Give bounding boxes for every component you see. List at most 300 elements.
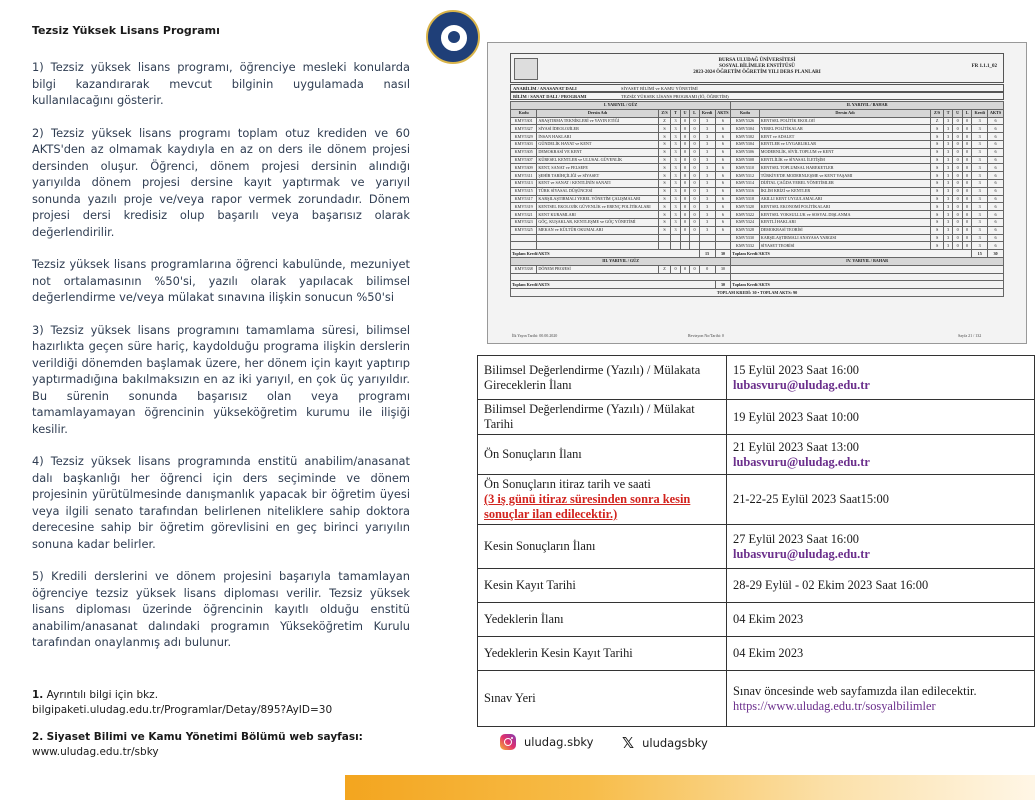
table-cell: [699, 242, 715, 250]
table-cell: [699, 234, 715, 242]
table-cell: 3: [699, 179, 715, 187]
paragraph-5: 5) Kredili derslerini ve dönem projesini başarıyla tamamlayan öğrenciye tezsiz yüksek lisans diploması verilir. Tezsiz yüksek lisans diploması üzerinde öğrencinin kayıtlı olduğu enstitü anabilim/anasanat dalındaki programın Yükseköğretim Kurulu tarafından onaylanmış adı bulunur.: [32, 569, 410, 649]
table-cell: 6: [715, 148, 731, 156]
total-label: Toplam Kredi/AKTS: [731, 281, 1004, 289]
table-cell: 3: [943, 156, 952, 164]
table-row: [511, 179, 1004, 187]
column-header: Dersin Adı: [759, 109, 931, 117]
table-cell: KÜRESEL KENTLER ve ULUSAL GÜVENLİK: [537, 156, 658, 164]
table-cell: KMV5304: [731, 140, 759, 148]
table-cell: İKLİM KRİZİ ve KENTLER: [759, 187, 931, 195]
footnote-link[interactable]: www.uludag.edu.tr/sbky: [32, 746, 159, 758]
table-cell: KMV5305: [511, 148, 537, 156]
schedule-label: [478, 637, 727, 671]
table-cell: 0: [699, 265, 715, 273]
email-link[interactable]: lubasvuru@uludag.edu.tr: [733, 546, 870, 561]
table-cell: KENTSEL EKOLOJİK GÜVENLİK ve ERENÇ POLİTİKALARI: [537, 203, 658, 211]
table-cell: 3: [972, 117, 988, 125]
website-link[interactable]: https://www.uludag.edu.tr/sosyalbilimler: [733, 698, 936, 713]
scan-footer-revision: Revizyon No/Tarihi: 0: [688, 333, 724, 338]
table-cell: S: [931, 164, 944, 172]
table-cell: 6: [715, 117, 731, 125]
total-value: 30: [715, 281, 731, 289]
program-row: [510, 92, 1004, 100]
table-cell: [537, 234, 658, 242]
table-cell: 0: [680, 179, 689, 187]
table-cell: S: [931, 226, 944, 234]
paragraph-2: 2) Tezsiz yüksek lisans programı toplam otuz krediden ve 60 AKTS'den az olmamak kaydıyla en az on ders ile dönem projesi dersinden oluşur. Öğrenci, dönem projesi dersinin alındığı yarıyılda dönem projesi dersine kayıt yaptırmak ve yarıyıl sonunda yazılı proje ve/veya rapor vermek zorundadır. Dönem projesi dersi kredisiz olup başarılı veya başarısız olarak değerlendirilir.: [32, 125, 410, 239]
table-cell: 6: [988, 140, 1004, 148]
email-link[interactable]: lubasvuru@uludag.edu.tr: [733, 377, 870, 392]
column-header: Kodu: [731, 109, 759, 117]
table-cell: S: [931, 187, 944, 195]
table-cell: 0: [953, 148, 962, 156]
table-cell: 3: [671, 195, 680, 203]
x-handle[interactable]: [622, 734, 708, 752]
table-cell: 3: [943, 164, 952, 172]
table-row: [511, 242, 1004, 250]
table-cell: S: [658, 211, 671, 219]
university-seal-icon: [426, 10, 480, 64]
table-row: [511, 133, 1004, 141]
grand-total: TOPLAM KREDİ: 30 • TOPLAM AKTS: 90: [511, 289, 1004, 297]
column-header: Dersin Adı: [537, 109, 658, 117]
table-cell: 6: [988, 164, 1004, 172]
table-cell: 0: [680, 133, 689, 141]
table-cell: KMV5309: [511, 164, 537, 172]
schedule-value-text: Sınav öncesinde web sayfamızda ilan edilecektir.: [733, 683, 977, 698]
table-cell: 6: [715, 140, 731, 148]
table-cell: 3: [671, 164, 680, 172]
table-cell: KMV5325: [511, 226, 537, 234]
scan-header: [510, 53, 1004, 83]
table-cell: 3: [972, 218, 988, 226]
table-cell: 6: [988, 195, 1004, 203]
table-cell: 0: [953, 140, 962, 148]
table-cell: KMV5302: [731, 133, 759, 141]
table-cell: 3: [943, 117, 952, 125]
table-cell: S: [931, 218, 944, 226]
anabilim-value: SİYASET BİLİMİ ve KAMU YÖNETİMİ: [621, 86, 698, 91]
table-cell: DEMOKRASİ TEORİSİ: [759, 226, 931, 234]
table-row: [511, 156, 1004, 164]
table-cell: 6: [988, 125, 1004, 133]
schedule-label-text: Sınav Yeri: [484, 691, 536, 705]
table-cell: 6: [988, 179, 1004, 187]
scan-footer-page: Sayfa 21 / 132: [958, 333, 982, 338]
email-link[interactable]: lubasvuru@uludag.edu.tr: [733, 454, 870, 469]
table-cell: S: [658, 172, 671, 180]
table-cell: KMV5307: [511, 156, 537, 164]
table-cell: 0: [962, 148, 971, 156]
table-cell: 0: [962, 164, 971, 172]
table-cell: 6: [988, 172, 1004, 180]
table-row: [511, 218, 1004, 226]
table-cell: KMV5320: [731, 203, 759, 211]
table-cell: 6: [988, 156, 1004, 164]
table-cell: KMV5316: [731, 187, 759, 195]
table-cell: 0: [680, 140, 689, 148]
table-cell: KMV5315: [511, 187, 537, 195]
table-cell: [511, 273, 731, 281]
table-cell: MEKAN ve KÜLTÜR OKUMALARI: [537, 226, 658, 234]
table-cell: 0: [962, 156, 971, 164]
total-label: Toplam Kredi/AKTS: [511, 281, 716, 289]
paragraph-admission: Tezsiz yüksek lisans programlarına öğrenci kabulünde, mezuniyet not ortalamasının %50'si, yazılı olarak yapılacak bilimsel değerlendirme ve/veya mülakat sınavına ilişkin sonucun %50'si: [32, 257, 410, 304]
table-cell: 0: [680, 156, 689, 164]
table-cell: KMV5328: [731, 226, 759, 234]
table-cell: 3: [943, 179, 952, 187]
table-row: [511, 117, 1004, 125]
table-cell: S: [658, 203, 671, 211]
table-cell: 3: [699, 164, 715, 172]
table-cell: YEREL POLİTİKALAR: [759, 125, 931, 133]
table-cell: KMV5319: [511, 203, 537, 211]
table-cell: S: [658, 195, 671, 203]
table-cell: KENTLER ve UYGARLIKLAR: [759, 140, 931, 148]
instagram-icon: [500, 734, 516, 750]
paragraph-1: 1) Tezsiz yüksek lisans programı, öğrenciye mesleki konularda bilgi kazandırarak mevcut bilginin uygulamada nasıl kullanılacağını gösterir.: [32, 60, 410, 107]
table-cell: KMV5317: [511, 195, 537, 203]
table-cell: 3: [671, 218, 680, 226]
table-cell: KMV5326: [731, 117, 759, 125]
table-cell: [715, 242, 731, 250]
schedule-label: [478, 475, 727, 525]
table-cell: 30: [715, 265, 731, 273]
table-cell: 3: [972, 211, 988, 219]
schedule-value: [727, 435, 1035, 475]
table-cell: 0: [680, 218, 689, 226]
table-cell: 0: [953, 133, 962, 141]
table-cell: 6: [715, 203, 731, 211]
table-cell: 3: [671, 203, 680, 211]
total-value: 15: [972, 250, 988, 258]
table-cell: S: [931, 211, 944, 219]
table-row: [511, 195, 1004, 203]
table-cell: 3: [943, 187, 952, 195]
table-cell: KMV5323: [511, 218, 537, 226]
table-cell: SİYASET TEORİSİ: [759, 242, 931, 250]
table-cell: 3: [699, 125, 715, 133]
table-cell: 3: [671, 125, 680, 133]
table-cell: 0: [690, 125, 699, 133]
table-cell: 0: [962, 133, 971, 141]
column-header: T: [671, 109, 680, 117]
semester-header: IV. YARIYIL / BAHAR: [731, 257, 1004, 265]
paragraph-4: 4) Tezsiz yüksek lisans programında enstitü anabilim/anasanat dalı başkanlığı her öğrenci için ders seçiminde ve dönem projesinin yürütülmesinde danışmanlık yapacak bir öğretim üyesi veya ilgili senato tarafından belirlenen niteliklere sahip doktora derecesine sahip bir öğretim görevlisini en geç birinci yarıyılın sonuna kadar belirler.: [32, 454, 410, 551]
instagram-handle[interactable]: [500, 734, 593, 750]
page-title: Tezsiz Yüksek Lisans Programı: [32, 24, 220, 37]
table-cell: 3: [972, 148, 988, 156]
table-cell: [690, 242, 699, 250]
footnote-text: Ayrıntılı bilgi için bkz.: [46, 689, 159, 701]
table-cell: 3: [972, 234, 988, 242]
table-cell: S: [931, 156, 944, 164]
table-cell: 6: [988, 203, 1004, 211]
schedule-label-text: Yedeklerin Kesin Kayıt Tarihi: [484, 646, 633, 660]
table-cell: 3: [943, 211, 952, 219]
table-cell: 0: [953, 234, 962, 242]
table-cell: 0: [680, 195, 689, 203]
table-cell: KMV5310: [731, 164, 759, 172]
schedule-value-text: 19 Eylül 2023 Saat 10:00: [733, 409, 859, 424]
table-cell: S: [931, 148, 944, 156]
table-cell: 6: [715, 195, 731, 203]
table-cell: S: [658, 164, 671, 172]
table-cell: KMV5314: [731, 179, 759, 187]
table-cell: 3: [943, 226, 952, 234]
table-cell: 0: [690, 226, 699, 234]
table-cell: 3: [943, 148, 952, 156]
table-cell: 0: [962, 172, 971, 180]
column-header: AKTS: [988, 109, 1004, 117]
table-cell: 3: [943, 218, 952, 226]
column-header: U: [953, 109, 962, 117]
table-cell: S: [658, 226, 671, 234]
table-cell: KENT ve SANAT / KENTLİNİN SANATI: [537, 179, 658, 187]
table-cell: 0: [690, 179, 699, 187]
column-header: T: [943, 109, 952, 117]
table-cell: S: [931, 195, 944, 203]
total-row: [511, 281, 1004, 289]
table-cell: 3: [699, 156, 715, 164]
table-cell: 0: [962, 195, 971, 203]
schedule-label: [478, 671, 727, 727]
table-cell: 0: [953, 172, 962, 180]
table-cell: 6: [988, 218, 1004, 226]
schedule-row: [478, 569, 1035, 603]
table-cell: KMV5304: [731, 125, 759, 133]
table-cell: 0: [680, 265, 689, 273]
table-cell: 3: [671, 133, 680, 141]
table-cell: S: [931, 140, 944, 148]
schedule-label-text: Ön Sonuçların itiraz tarih ve saati: [484, 477, 651, 491]
table-cell: 3: [972, 156, 988, 164]
table-cell: 3: [943, 195, 952, 203]
semester-header: I. YARIYIL / GÜZ: [511, 102, 731, 110]
column-header: U: [680, 109, 689, 117]
schedule-value: [727, 356, 1035, 400]
schedule-value: [727, 475, 1035, 525]
table-cell: 0: [680, 187, 689, 195]
table-cell: 0: [690, 203, 699, 211]
table-cell: 6: [988, 187, 1004, 195]
table-cell: 3: [699, 211, 715, 219]
schedule-row: [478, 435, 1035, 475]
table-cell: KMV5322: [731, 211, 759, 219]
table-cell: 3: [699, 148, 715, 156]
table-cell: 3: [972, 242, 988, 250]
table-cell: AKILLI KENT UYGULAMALARI: [759, 195, 931, 203]
footnote-link[interactable]: bilgipaketi.uludag.edu.tr/Programlar/Detay/895?AyID=30: [32, 704, 333, 716]
table-cell: KMV5311: [511, 172, 537, 180]
table-cell: 0: [953, 125, 962, 133]
table-row: [511, 226, 1004, 234]
table-cell: 3: [671, 156, 680, 164]
column-header: Z/S: [658, 109, 671, 117]
table-cell: DİJİTAL ÇAĞDA YEREL YÖNETİMLER: [759, 179, 931, 187]
schedule-value: [727, 603, 1035, 637]
decorative-gradient-bar: [345, 775, 1035, 800]
table-cell: 3: [943, 242, 952, 250]
table-cell: [511, 242, 537, 250]
table-cell: Z: [658, 265, 671, 273]
table-cell: [680, 234, 689, 242]
table-cell: 3: [972, 164, 988, 172]
schedule-row: [478, 603, 1035, 637]
table-cell: KENT ve ADALET: [759, 133, 931, 141]
table-cell: KMV5321: [511, 211, 537, 219]
schedule-label: [478, 603, 727, 637]
table-cell: 6: [988, 242, 1004, 250]
objection-note: (3 iş günü itiraz süresinden sonra kesin sonuçlar ilan edilecektir.): [484, 492, 691, 521]
table-cell: KENT KURAMLARI: [537, 211, 658, 219]
table-row: [511, 148, 1004, 156]
table-cell: S: [931, 133, 944, 141]
table-cell: KARŞILAŞTIRMALI YEREL YÖNETİM ÇALIŞMALARI: [537, 195, 658, 203]
table-cell: 0: [680, 117, 689, 125]
table-row: [511, 172, 1004, 180]
table-cell: 0: [690, 164, 699, 172]
table-cell: 0: [953, 203, 962, 211]
table-cell: 3: [699, 117, 715, 125]
x-icon: 𝕏: [622, 734, 635, 752]
table-cell: 3: [972, 195, 988, 203]
table-cell: Z: [658, 117, 671, 125]
left-column: [32, 24, 410, 667]
table-cell: ŞEHİR TARİHÇİLİĞİ ve SİYASET: [537, 172, 658, 180]
schedule-label: [478, 400, 727, 435]
curriculum-table: [510, 101, 1004, 297]
schedule-row: [478, 475, 1035, 525]
table-cell: 0: [962, 140, 971, 148]
column-header: L: [962, 109, 971, 117]
schedule-label-text: Yedeklerin İlanı: [484, 612, 564, 626]
total-label: Toplam Kredi/AKTS: [511, 250, 700, 258]
table-cell: 6: [715, 187, 731, 195]
table-cell: 6: [715, 156, 731, 164]
table-row: [511, 164, 1004, 172]
schedule-label: [478, 525, 727, 569]
table-cell: 3: [972, 172, 988, 180]
table-cell: [715, 234, 731, 242]
table-cell: [680, 242, 689, 250]
table-cell: [671, 242, 680, 250]
instagram-label: uludag.sbky: [524, 735, 594, 749]
table-cell: KMV5312: [731, 172, 759, 180]
table-cell: KENTSEL POLİTİK EKOLOJİ: [759, 117, 931, 125]
table-cell: 0: [690, 140, 699, 148]
table-cell: 6: [715, 211, 731, 219]
table-cell: S: [931, 125, 944, 133]
schedule-value-text: 21 Eylül 2023 Saat 13:00: [733, 439, 859, 454]
table-cell: 0: [690, 211, 699, 219]
table-row: [511, 140, 1004, 148]
table-cell: 3: [671, 117, 680, 125]
table-cell: 0: [680, 226, 689, 234]
table-cell: 3: [671, 226, 680, 234]
program-label: BİLİM / SANAT DALI / PROGRAMI: [513, 94, 587, 99]
table-cell: Z: [931, 117, 944, 125]
total-label: Toplam Kredi/AKTS: [731, 250, 972, 258]
table-cell: 6: [715, 226, 731, 234]
table-cell: KENT, SANAT ve FELSEFE: [537, 164, 658, 172]
schedule-value-text: 04 Ekim 2023: [733, 612, 804, 626]
semester-header-row: [511, 257, 1004, 265]
grand-total-row: [511, 289, 1004, 297]
table-cell: ARAŞTIRMA TEKNİKLERİ ve YAYIN ETİĞİ: [537, 117, 658, 125]
table-cell: 3: [699, 226, 715, 234]
table-cell: S: [931, 242, 944, 250]
project-row: [511, 265, 1004, 273]
table-cell: 6: [988, 148, 1004, 156]
schedule-value-text: 04 Ekim 2023: [733, 646, 804, 660]
table-cell: 0: [671, 265, 680, 273]
table-cell: 0: [953, 218, 962, 226]
table-cell: S: [931, 179, 944, 187]
table-cell: 6: [715, 218, 731, 226]
scan-footer-date: İlk Yayın Tarihi: 00.00.2020: [512, 333, 558, 338]
table-cell: [658, 242, 671, 250]
semester-header: II. YARIYIL / BAHAR: [731, 102, 1004, 110]
total-value: 30: [988, 250, 1004, 258]
table-cell: KMV5329: [511, 133, 537, 141]
table-cell: 3: [699, 203, 715, 211]
table-cell: 0: [690, 218, 699, 226]
table-cell: KENTSEL TOPLUMSAL HAREKETLER: [759, 164, 931, 172]
form-code: FR 1.1.1_02: [971, 64, 997, 69]
column-header: L: [690, 109, 699, 117]
table-cell: 3: [972, 140, 988, 148]
table-cell: [690, 234, 699, 242]
table-cell: 6: [715, 172, 731, 180]
table-cell: KARŞILAŞTIRMALI ANAYASA YARGISI: [759, 234, 931, 242]
table-cell: SİYASİ İDEOLOJİLER: [537, 125, 658, 133]
table-cell: S: [658, 187, 671, 195]
table-cell: KMV5306: [731, 148, 759, 156]
table-cell: KENTLİLİK ve SİYASAL İLETİŞİM: [759, 156, 931, 164]
schedule-label: [478, 356, 727, 400]
paragraph-3: 3) Tezsiz yüksek lisans programını tamamlama süresi, bilimsel hazırlıkta geçen süre hariç, kaydolduğu programa ilişkin derslerin verildiği dönemden başlamak üzere, her dönem için kayıt yaptırıp yaptırmadığına bakılmaksızın en az iki yarıyıl, en çok üç yarıyıldır. Bu sürenin sonunda başarısız olan veya programı tamamlayamayan öğrencinin yükseköğretim kurumu ile ilişiği kesilir.: [32, 322, 410, 436]
table-cell: 3: [699, 133, 715, 141]
schedule-row: [478, 525, 1035, 569]
table-row: [511, 187, 1004, 195]
schedule-row: [478, 400, 1035, 435]
column-header: Kredi: [972, 109, 988, 117]
anabilim-label: ANABİLİM / ANASANAT DALI: [513, 86, 577, 91]
program-value: TEZSİZ YÜKSEK LİSANS PROGRAMI (İÖ, ÖĞRETİM): [621, 94, 729, 99]
schedule-label-text: Kesin Kayıt Tarihi: [484, 578, 576, 592]
table-cell: S: [931, 203, 944, 211]
blank-row: [511, 273, 1004, 281]
column-header: Kodu: [511, 109, 537, 117]
table-row: [511, 211, 1004, 219]
table-cell: 3: [699, 195, 715, 203]
schedule-value: [727, 671, 1035, 727]
table-cell: 3: [972, 226, 988, 234]
table-cell: 3: [671, 172, 680, 180]
schedule-row: [478, 356, 1035, 400]
table-cell: S: [658, 218, 671, 226]
table-cell: 0: [962, 203, 971, 211]
table-cell: 3: [699, 172, 715, 180]
footnote-2: [32, 730, 432, 760]
table-cell: 3: [972, 125, 988, 133]
table-cell: S: [658, 133, 671, 141]
schedule-table: [477, 355, 1035, 727]
scan-header-line: SOSYAL BİLİMLER ENSTİTÜSÜ: [719, 64, 795, 69]
table-cell: S: [658, 156, 671, 164]
